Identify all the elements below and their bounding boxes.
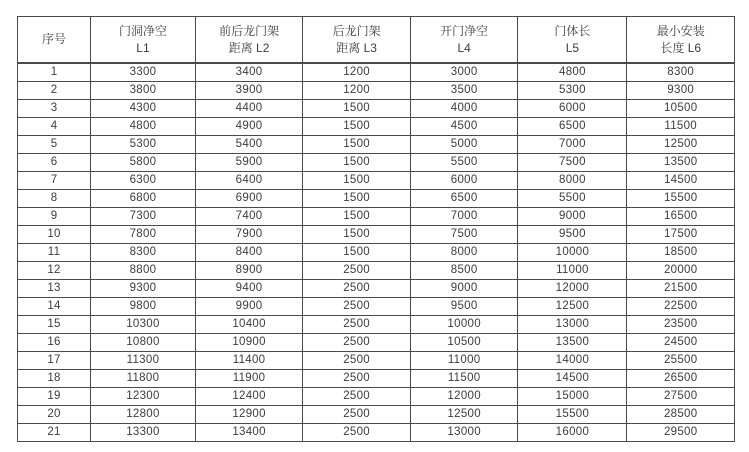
value-cell: 11500 bbox=[410, 370, 518, 388]
row-index-cell: 2 bbox=[18, 82, 91, 100]
value-cell: 7000 bbox=[410, 208, 518, 226]
value-cell: 6300 bbox=[91, 172, 196, 190]
table-row bbox=[18, 63, 735, 82]
value-cell: 2500 bbox=[303, 424, 411, 442]
value-cell: 2500 bbox=[303, 334, 411, 352]
value-cell: 12000 bbox=[518, 280, 627, 298]
value-cell: 9000 bbox=[410, 280, 518, 298]
row-index-cell: 16 bbox=[18, 334, 91, 352]
value-cell: 7300 bbox=[91, 208, 196, 226]
value-cell: 1500 bbox=[303, 172, 411, 190]
value-cell: 9500 bbox=[410, 298, 518, 316]
value-cell: 12300 bbox=[91, 388, 196, 406]
value-cell: 5300 bbox=[518, 82, 627, 100]
value-cell: 1500 bbox=[303, 226, 411, 244]
value-cell: 5000 bbox=[410, 136, 518, 154]
value-cell: 11900 bbox=[195, 370, 303, 388]
header-line1: 最小安装 bbox=[656, 24, 705, 39]
value-cell: 8500 bbox=[410, 262, 518, 280]
header-cell bbox=[627, 17, 735, 64]
table-row bbox=[18, 280, 735, 298]
value-cell: 7500 bbox=[518, 154, 627, 172]
value-cell: 1200 bbox=[303, 63, 411, 82]
value-cell: 13500 bbox=[627, 154, 735, 172]
table-row bbox=[18, 244, 735, 262]
value-cell: 11000 bbox=[518, 262, 627, 280]
value-cell: 10800 bbox=[91, 334, 196, 352]
value-cell: 9300 bbox=[91, 280, 196, 298]
value-cell: 9300 bbox=[627, 82, 735, 100]
header-line1: 后龙门架 bbox=[332, 24, 381, 39]
value-cell: 8800 bbox=[91, 262, 196, 280]
table-row bbox=[18, 298, 735, 316]
table-row bbox=[18, 406, 735, 424]
value-cell: 15500 bbox=[627, 190, 735, 208]
value-cell: 25500 bbox=[627, 352, 735, 370]
value-cell: 5900 bbox=[195, 154, 303, 172]
value-cell: 24500 bbox=[627, 334, 735, 352]
value-cell: 1500 bbox=[303, 100, 411, 118]
header-cell bbox=[303, 17, 411, 64]
value-cell: 8900 bbox=[195, 262, 303, 280]
value-cell: 8000 bbox=[410, 244, 518, 262]
table-row bbox=[18, 316, 735, 334]
value-cell: 14500 bbox=[518, 370, 627, 388]
value-cell: 7800 bbox=[91, 226, 196, 244]
value-cell: 14000 bbox=[518, 352, 627, 370]
value-cell: 15500 bbox=[518, 406, 627, 424]
gate-dimension-spec-table bbox=[17, 16, 735, 442]
row-index-cell: 6 bbox=[18, 154, 91, 172]
value-cell: 4300 bbox=[91, 100, 196, 118]
value-cell: 10900 bbox=[195, 334, 303, 352]
value-cell: 11800 bbox=[91, 370, 196, 388]
value-cell: 8400 bbox=[195, 244, 303, 262]
value-cell: 3000 bbox=[410, 63, 518, 82]
value-cell: 6500 bbox=[518, 118, 627, 136]
value-cell: 9500 bbox=[518, 226, 627, 244]
header-cell bbox=[91, 17, 196, 64]
header-cell bbox=[195, 17, 303, 64]
value-cell: 2500 bbox=[303, 370, 411, 388]
value-cell: 28500 bbox=[627, 406, 735, 424]
value-cell: 23500 bbox=[627, 316, 735, 334]
header-line2: 长度 L6 bbox=[660, 40, 702, 55]
value-cell: 1200 bbox=[303, 82, 411, 100]
value-cell: 4000 bbox=[410, 100, 518, 118]
value-cell: 6400 bbox=[195, 172, 303, 190]
value-cell: 16500 bbox=[627, 208, 735, 226]
table-row bbox=[18, 388, 735, 406]
value-cell: 12800 bbox=[91, 406, 196, 424]
value-cell: 2500 bbox=[303, 262, 411, 280]
value-cell: 9900 bbox=[195, 298, 303, 316]
table-row bbox=[18, 424, 735, 442]
table-row bbox=[18, 154, 735, 172]
value-cell: 4500 bbox=[410, 118, 518, 136]
header-cell bbox=[18, 17, 91, 64]
value-cell: 1500 bbox=[303, 208, 411, 226]
value-cell: 6000 bbox=[518, 100, 627, 118]
value-cell: 13300 bbox=[91, 424, 196, 442]
value-cell: 3500 bbox=[410, 82, 518, 100]
value-cell: 5500 bbox=[410, 154, 518, 172]
header-line1: 序号 bbox=[42, 32, 67, 47]
value-cell: 4900 bbox=[195, 118, 303, 136]
header-line1: 开门净空 bbox=[440, 24, 489, 39]
row-index-cell: 20 bbox=[18, 406, 91, 424]
value-cell: 5800 bbox=[91, 154, 196, 172]
value-cell: 5400 bbox=[195, 136, 303, 154]
value-cell: 13400 bbox=[195, 424, 303, 442]
row-index-cell: 9 bbox=[18, 208, 91, 226]
value-cell: 1500 bbox=[303, 118, 411, 136]
header-line1: 前后龙门架 bbox=[219, 24, 280, 39]
value-cell: 1500 bbox=[303, 244, 411, 262]
value-cell: 11500 bbox=[627, 118, 735, 136]
value-cell: 17500 bbox=[627, 226, 735, 244]
value-cell: 6800 bbox=[91, 190, 196, 208]
value-cell: 1500 bbox=[303, 190, 411, 208]
value-cell: 12400 bbox=[195, 388, 303, 406]
value-cell: 1500 bbox=[303, 154, 411, 172]
row-index-cell: 1 bbox=[18, 63, 91, 82]
row-index-cell: 10 bbox=[18, 226, 91, 244]
row-index-cell: 5 bbox=[18, 136, 91, 154]
value-cell: 5300 bbox=[91, 136, 196, 154]
value-cell: 7000 bbox=[518, 136, 627, 154]
value-cell: 3900 bbox=[195, 82, 303, 100]
value-cell: 9000 bbox=[518, 208, 627, 226]
value-cell: 13000 bbox=[518, 316, 627, 334]
row-index-cell: 18 bbox=[18, 370, 91, 388]
row-index-cell: 15 bbox=[18, 316, 91, 334]
value-cell: 2500 bbox=[303, 406, 411, 424]
value-cell: 4800 bbox=[91, 118, 196, 136]
value-cell: 11300 bbox=[91, 352, 196, 370]
value-cell: 1500 bbox=[303, 136, 411, 154]
header-line2: 距离 L3 bbox=[336, 40, 377, 55]
value-cell: 10000 bbox=[410, 316, 518, 334]
value-cell: 21500 bbox=[627, 280, 735, 298]
header-line1: 门洞净空 bbox=[118, 24, 167, 39]
value-cell: 10500 bbox=[627, 100, 735, 118]
row-index-cell: 11 bbox=[18, 244, 91, 262]
header-line2: L1 bbox=[136, 40, 150, 55]
row-index-cell: 8 bbox=[18, 190, 91, 208]
value-cell: 8300 bbox=[91, 244, 196, 262]
value-cell: 2500 bbox=[303, 280, 411, 298]
value-cell: 12000 bbox=[410, 388, 518, 406]
value-cell: 7400 bbox=[195, 208, 303, 226]
table-row bbox=[18, 226, 735, 244]
value-cell: 22500 bbox=[627, 298, 735, 316]
value-cell: 29500 bbox=[627, 424, 735, 442]
table-row bbox=[18, 118, 735, 136]
table-header-row bbox=[18, 17, 735, 64]
value-cell: 6000 bbox=[410, 172, 518, 190]
value-cell: 18500 bbox=[627, 244, 735, 262]
table-row bbox=[18, 352, 735, 370]
table-row bbox=[18, 172, 735, 190]
value-cell: 14500 bbox=[627, 172, 735, 190]
header-line2: L4 bbox=[457, 40, 471, 55]
row-index-cell: 17 bbox=[18, 352, 91, 370]
table-body bbox=[18, 63, 735, 442]
value-cell: 8000 bbox=[518, 172, 627, 190]
table-row bbox=[18, 208, 735, 226]
header-cell bbox=[518, 17, 627, 64]
header-cell bbox=[410, 17, 518, 64]
value-cell: 3800 bbox=[91, 82, 196, 100]
value-cell: 6500 bbox=[410, 190, 518, 208]
header-line2: 距离 L2 bbox=[228, 40, 270, 55]
value-cell: 6900 bbox=[195, 190, 303, 208]
value-cell: 10500 bbox=[410, 334, 518, 352]
row-index-cell: 12 bbox=[18, 262, 91, 280]
value-cell: 20000 bbox=[627, 262, 735, 280]
value-cell: 16000 bbox=[518, 424, 627, 442]
value-cell: 4400 bbox=[195, 100, 303, 118]
value-cell: 8300 bbox=[627, 63, 735, 82]
row-index-cell: 7 bbox=[18, 172, 91, 190]
header-line1: 门体长 bbox=[554, 24, 591, 39]
table-row bbox=[18, 262, 735, 280]
value-cell: 11400 bbox=[195, 352, 303, 370]
value-cell: 7500 bbox=[410, 226, 518, 244]
value-cell: 13500 bbox=[518, 334, 627, 352]
header-row bbox=[18, 17, 735, 64]
row-index-cell: 13 bbox=[18, 280, 91, 298]
value-cell: 3300 bbox=[91, 63, 196, 82]
row-index-cell: 19 bbox=[18, 388, 91, 406]
value-cell: 13000 bbox=[410, 424, 518, 442]
value-cell: 12500 bbox=[518, 298, 627, 316]
value-cell: 15000 bbox=[518, 388, 627, 406]
value-cell: 2500 bbox=[303, 316, 411, 334]
value-cell: 10300 bbox=[91, 316, 196, 334]
value-cell: 2500 bbox=[303, 352, 411, 370]
row-index-cell: 4 bbox=[18, 118, 91, 136]
table-row bbox=[18, 136, 735, 154]
value-cell: 10000 bbox=[518, 244, 627, 262]
value-cell: 2500 bbox=[303, 388, 411, 406]
header-line2: L5 bbox=[565, 40, 580, 55]
value-cell: 12900 bbox=[195, 406, 303, 424]
value-cell: 27500 bbox=[627, 388, 735, 406]
table-row bbox=[18, 190, 735, 208]
table-row bbox=[18, 82, 735, 100]
value-cell: 12500 bbox=[627, 136, 735, 154]
value-cell: 11000 bbox=[410, 352, 518, 370]
row-index-cell: 14 bbox=[18, 298, 91, 316]
value-cell: 9400 bbox=[195, 280, 303, 298]
value-cell: 7900 bbox=[195, 226, 303, 244]
value-cell: 10400 bbox=[195, 316, 303, 334]
value-cell: 2500 bbox=[303, 298, 411, 316]
value-cell: 9800 bbox=[91, 298, 196, 316]
table-row bbox=[18, 370, 735, 388]
row-index-cell: 3 bbox=[18, 100, 91, 118]
row-index-cell: 21 bbox=[18, 424, 91, 442]
value-cell: 26500 bbox=[627, 370, 735, 388]
value-cell: 12500 bbox=[410, 406, 518, 424]
value-cell: 4800 bbox=[518, 63, 627, 82]
value-cell: 5500 bbox=[518, 190, 627, 208]
table-row bbox=[18, 100, 735, 118]
value-cell: 3400 bbox=[195, 63, 303, 82]
table-row bbox=[18, 334, 735, 352]
